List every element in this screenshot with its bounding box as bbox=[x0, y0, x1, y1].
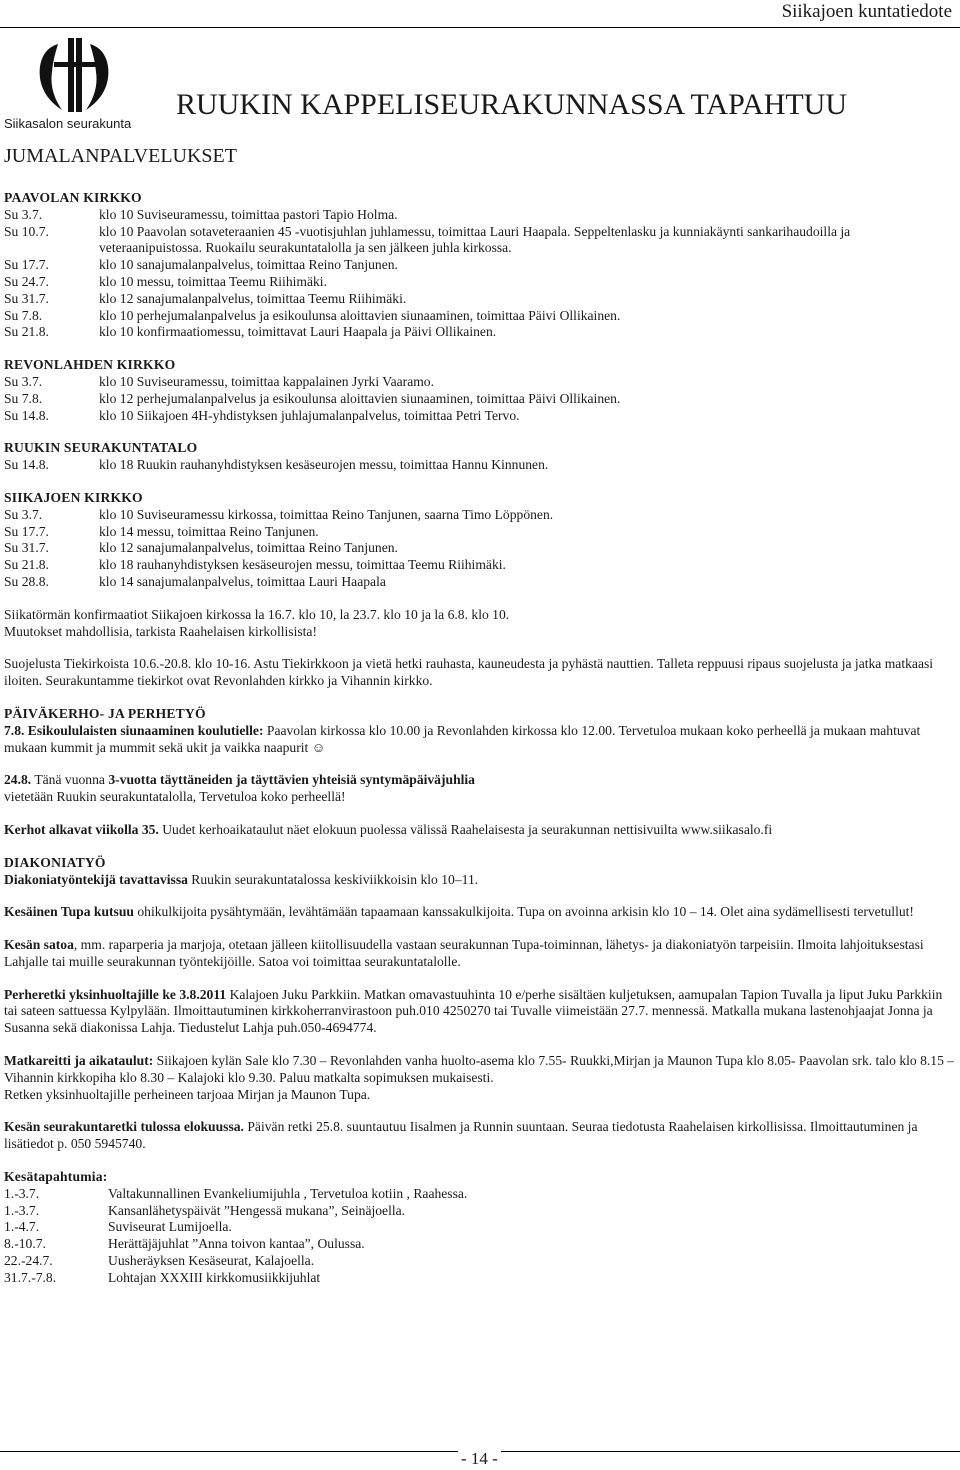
paragraph bbox=[4, 937, 956, 971]
row-date: Su 17.7. bbox=[4, 257, 49, 273]
paragraph-lead: 24.8. bbox=[4, 772, 32, 788]
schedule-row bbox=[4, 391, 956, 408]
row-text: klo 10 Paavolan sotaveteraanien 45 -vuotisjuhlan juhlamessu, toimittaa Lauri Haapala. Seppeltenlasku ja kunniakäynti sankarihaudoilla ja veteraanipuistossa. Ruokailu seurakuntatalolla ja sen jälkeen juhla kirkossa. bbox=[99, 223, 851, 256]
row-date: Su 31.7. bbox=[4, 290, 49, 306]
roadside-church-note: Suojelusta Tiekirkoista 10.6.-20.8. klo 10-16. Astu Tiekirkkoon ja vietä hetki rauhasta, kauneudesta ja pyhästä nauttien. Talleta reppuusi ripaus suojelusta ja jatka matkaasi iloiten. Seurakuntamme tiekirkot ovat Revonlahden kirkko ja Vihannin kirkko. bbox=[4, 656, 934, 689]
event-date: 1.-3.7. bbox=[4, 1185, 40, 1201]
row-date: Su 3.7. bbox=[4, 206, 43, 222]
event-text: Lohtajan XXXIII kirkkomusiikkijuhlat bbox=[108, 1269, 321, 1285]
confirmation-note: Siikatörmän konfirmaatiot Siikajoen kirkossa la 16.7. klo 10, la 23.7. klo 10 ja la 6.8. klo 10. bbox=[4, 606, 510, 622]
section-heading: REVONLAHDEN KIRKKO bbox=[4, 357, 176, 373]
row-text: klo 12 sanajumalanpalvelus, toimittaa Reino Tanjunen. bbox=[99, 540, 398, 556]
section-heading: RUUKIN SEURAKUNTATALO bbox=[4, 440, 198, 456]
section-heading: SIIKAJOEN KIRKKO bbox=[4, 489, 143, 505]
schedule-row bbox=[4, 457, 956, 474]
schedule-row bbox=[4, 540, 956, 557]
section-heading: PÄIVÄKERHO- JA PERHETYÖ bbox=[4, 705, 206, 721]
row-date: Su 14.8. bbox=[4, 457, 49, 473]
paragraph-emphasis: 3-vuotta täyttäneiden ja täyttävien yhteisiä syntymäpäiväjuhlia bbox=[108, 772, 475, 788]
section-summer-events bbox=[4, 1169, 956, 1287]
paragraph-lead: Kesäinen Tupa kutsuu bbox=[4, 904, 134, 920]
event-row bbox=[4, 1270, 956, 1287]
row-text: klo 10 perhejumalanpalvelus ja esikoulunsa aloittavien siunaaminen, toimittaa Päivi Ollikainen. bbox=[99, 307, 621, 323]
row-text: klo 10 sanajumalanpalvelus, toimittaa Reino Tanjunen. bbox=[99, 257, 398, 273]
section-diaconia bbox=[4, 855, 956, 1153]
event-row bbox=[4, 1219, 956, 1236]
row-date: Su 7.8. bbox=[4, 390, 43, 406]
event-text: Kansanlähetyspäivät ”Hengessä mukana”, Seinäjoella. bbox=[108, 1202, 406, 1218]
row-text: klo 10 Suviseuramessu kirkossa, toimittaa Reino Tanjunen, saarna Timo Löppönen. bbox=[99, 506, 554, 522]
row-text: klo 18 rauhanyhdistyksen kesäseurojen messu, toimittaa Teemu Riihimäki. bbox=[99, 557, 506, 573]
row-date: Su 17.7. bbox=[4, 523, 49, 539]
row-date: Su 31.7. bbox=[4, 540, 49, 556]
schedule-row bbox=[4, 224, 956, 258]
paragraph-text: ohikulkijoita pysähtymään, levähtämään tapaamaan kanssakulkijoita. Tupa on avoinna arkisin klo 10 – 14. Olet aina sydämellisesti tervetullut! bbox=[133, 904, 914, 920]
page-title: RUUKIN KAPPELISEURAKUNNASSA TAPAHTUU bbox=[176, 88, 848, 121]
paragraph-text: Paavolan kirkossa klo 10.00 ja Revonlahden kirkossa klo 12.00. Tervetuloa mukaan koko perheellä ja mukaan mahtuvat mukaan kummit ja mummit sekä ukit ja vaikka naapurit ☺ bbox=[4, 722, 921, 755]
schedule-row bbox=[4, 308, 956, 325]
paragraph-text: Siikajoen kylän Sale klo 7.30 – Revonlahden vanha huolto-asema klo 7.55- Ruukki,Mirjan ja Maunon Tupa klo 8.05- Paavolan srk. talo klo 8.15 – Vihannin kirkkopiha klo 8.30 – Kalajoki klo 9.30. Paluu matkalta sopimuksen mukaisesti. bbox=[4, 1053, 955, 1085]
event-date: 31.7.-7.8. bbox=[4, 1269, 57, 1285]
row-date: Su 21.8. bbox=[4, 324, 49, 340]
row-date: Su 3.7. bbox=[4, 373, 43, 389]
schedule-row bbox=[4, 324, 956, 341]
section-revonlahti bbox=[4, 357, 956, 424]
section-heading: Kesätapahtumia: bbox=[4, 1169, 108, 1185]
changes-note: Muutokset mahdollisia, tarkista Raahelaisen kirkollisista! bbox=[4, 623, 317, 639]
row-date: Su 3.7. bbox=[4, 506, 43, 522]
row-text: klo 12 perhejumalanpalvelus ja esikoulunsa aloittavien siunaaminen, toimittaa Päivi Ollikainen. bbox=[99, 390, 621, 406]
logo-text: Siikasalon seurakunta bbox=[4, 116, 132, 131]
section-paavola bbox=[4, 190, 956, 341]
row-text: klo 12 sanajumalanpalvelus, toimittaa Teemu Riihimäki. bbox=[99, 290, 407, 306]
schedule-row bbox=[4, 557, 956, 574]
section-title: JUMALANPALVELUKSET bbox=[4, 145, 237, 167]
row-date: Su 10.7. bbox=[4, 223, 49, 239]
paragraph bbox=[4, 1053, 956, 1087]
row-text: klo 14 sanajumalanpalvelus, toimittaa Lauri Haapala bbox=[99, 573, 386, 589]
paragraph bbox=[4, 872, 956, 889]
paragraph bbox=[4, 987, 956, 1037]
paragraph bbox=[4, 772, 956, 789]
schedule-row bbox=[4, 507, 956, 524]
row-text: klo 18 Ruukin rauhanyhdistyksen kesäseurojen messu, toimittaa Hannu Kinnunen. bbox=[99, 457, 549, 473]
schedule-row bbox=[4, 274, 956, 291]
paragraph-text: Uudet kerhoaikataulut näet elokuun puolessa välissä Raahelaisesta ja seurakunnan nettisivuilta www.siikasalo.fi bbox=[158, 821, 773, 837]
paragraph-text: Retken yksinhuoltajille perheineen tarjoaa Mirjan ja Maunon Tupa. bbox=[4, 1086, 371, 1102]
section-ruukki bbox=[4, 440, 956, 474]
paragraph-lead: 7.8. Esikoululaisten siunaaminen koulutielle: bbox=[4, 722, 264, 738]
schedule-row bbox=[4, 524, 956, 541]
paragraph-lead: Perheretki yksinhuoltajille ke 3.8.2011 bbox=[4, 986, 227, 1002]
schedule-row bbox=[4, 291, 956, 308]
event-text: Uusheräyksen Kesäseurat, Kalajoella. bbox=[108, 1253, 315, 1269]
paragraph-text: Kalajoen Juku Parkkiin. Matkan omavastuuhinta 10 e/perhe sisältäen kuljetuksen, aamupalan Tapion Tuvalla ja liput Juku Parkkiin tai sateen sattuessa Kylpylään. Ilmoittautuminen kirkkoherranvirastoon puh.010 4250270 tai Tuvalle viimeistään 27.7. mennessä. Matkalla mukana lastenohjaajat Jonna ja Susanna sekä diakonissa Lahja. Tiedustelut Lahja puh.050-4694774. bbox=[4, 986, 943, 1036]
paragraph bbox=[4, 1119, 956, 1153]
content bbox=[4, 190, 956, 1287]
event-text: Suviseurat Lumijoella. bbox=[108, 1219, 232, 1235]
row-date: Su 28.8. bbox=[4, 573, 49, 589]
header-rule bbox=[0, 27, 960, 28]
row-text: klo 10 konfirmaatiomessu, toimittavat Lauri Haapala ja Päivi Ollikainen. bbox=[99, 324, 497, 340]
schedule-row bbox=[4, 257, 956, 274]
schedule-row bbox=[4, 207, 956, 224]
schedule-row bbox=[4, 574, 956, 591]
event-row bbox=[4, 1203, 956, 1220]
paragraph-lead: Kesän seurakuntaretki tulossa elokuussa. bbox=[4, 1119, 244, 1135]
page-number: - 14 - bbox=[458, 1448, 501, 1470]
row-text: klo 10 messu, toimittaa Teemu Riihimäki. bbox=[99, 273, 327, 289]
paragraph bbox=[4, 904, 956, 921]
row-date: Su 21.8. bbox=[4, 557, 49, 573]
paragraph bbox=[4, 723, 956, 757]
paragraph bbox=[4, 822, 956, 839]
event-date: 8.-10.7. bbox=[4, 1236, 46, 1252]
section-daycare bbox=[4, 706, 956, 839]
paragraph-text: Tänä vuonna bbox=[31, 772, 109, 788]
paragraph-text: Päivän retki 25.8. suuntautuu Iisalmen ja Runnin suuntaan. Seuraa tiedotusta Raahelaisen kirkollisissa. Ilmoittautuminen ja lisätiedot p. 050 5945740. bbox=[4, 1119, 918, 1152]
paragraph-lead: Matkareitti ja aikataulut: bbox=[4, 1053, 154, 1069]
event-text: Herättäjäjuhlat ”Anna toivon kantaa”, Oulussa. bbox=[108, 1236, 365, 1252]
event-date: 1.-4.7. bbox=[4, 1219, 40, 1235]
section-heading: DIAKONIATYÖ bbox=[4, 854, 106, 870]
section-heading: PAAVOLAN KIRKKO bbox=[4, 190, 142, 205]
event-row bbox=[4, 1236, 956, 1253]
section-siikajoki bbox=[4, 490, 956, 591]
row-text: klo 10 Suviseuramessu, toimittaa pastori Tapio Holma. bbox=[99, 206, 398, 222]
row-date: Su 14.8. bbox=[4, 407, 49, 423]
paragraph-lead: Kesän satoa bbox=[4, 937, 74, 953]
event-date: 1.-3.7. bbox=[4, 1202, 40, 1218]
paragraph-lead: Kerhot alkavat viikolla 35. bbox=[4, 821, 159, 837]
row-text: klo 10 Suviseuramessu, toimittaa kappalainen Jyrki Vaaramo. bbox=[99, 373, 434, 389]
paragraph-text: Ruukin seurakuntatalossa keskiviikkoisin klo 10–11. bbox=[187, 871, 479, 887]
row-date: Su 7.8. bbox=[4, 307, 43, 323]
row-text: klo 10 Siikajoen 4H-yhdistyksen juhlajumalanpalvelus, toimittaa Petri Tervo. bbox=[99, 407, 520, 423]
paragraph-lead: Diakoniatyöntekijä tavattavissa bbox=[4, 871, 188, 887]
schedule-row bbox=[4, 408, 956, 425]
event-date: 22.-24.7. bbox=[4, 1253, 53, 1269]
paragraph-text: vietetään Ruukin seurakuntatalolla, Tervetuloa koko perheellä! bbox=[4, 789, 346, 805]
event-row bbox=[4, 1186, 956, 1203]
row-date: Su 24.7. bbox=[4, 273, 49, 289]
event-text: Valtakunnallinen Evankeliumijuhla , Tervetuloa kotiin , Raahessa. bbox=[108, 1185, 468, 1201]
paragraph-text: , mm. raparperia ja marjoja, otetaan jälleen kiitollisuudella vastaan seurakunnan Tupa-toiminnan, lähetys- ja diakoniatyön tarpeisiin. Ilmoita lahjoituksestasi Lahjalle tai muille seurakunnan työntekijöille. Satoa voi toimittaa seurakuntatalolle. bbox=[4, 937, 924, 969]
running-header: Siikajoen kuntatiedote bbox=[781, 1, 952, 22]
row-text: klo 14 messu, toimittaa Reino Tanjunen. bbox=[99, 523, 319, 539]
schedule-row bbox=[4, 374, 956, 391]
event-row bbox=[4, 1253, 956, 1270]
